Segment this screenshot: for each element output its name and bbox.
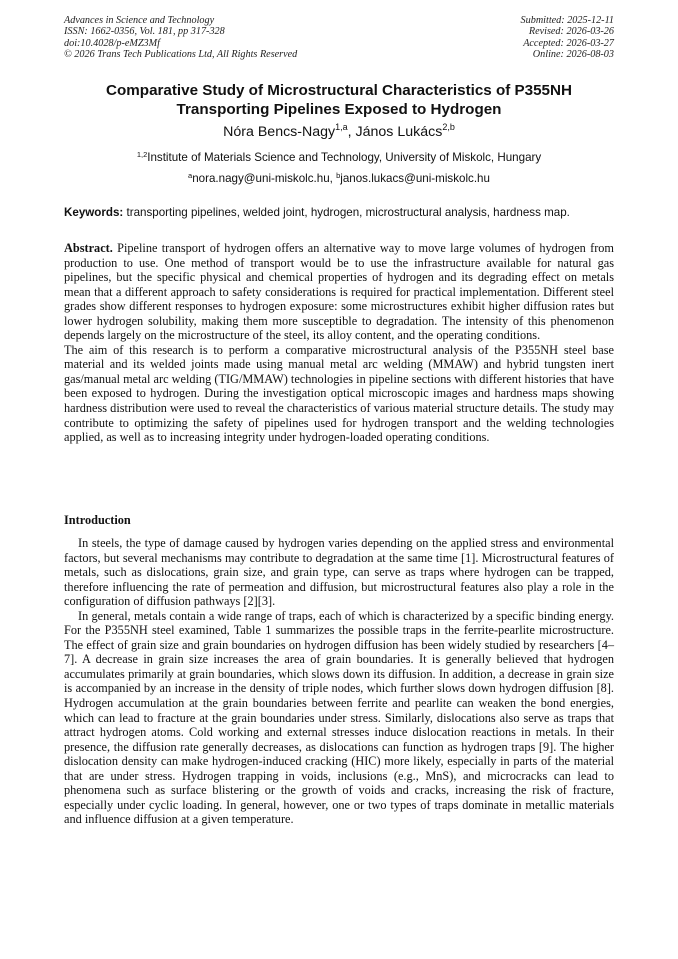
title-line-1: Comparative Study of Microstructural Characteristics of P355NH	[106, 82, 572, 99]
abstract-section	[64, 241, 614, 445]
abstract-text-1: Pipeline transport of hydrogen offers an alternative way to move large volumes of hydrogen from production to use. One method of transport would be to use the infrastructure available for natural gas pipelines, but the specific physical and chemical properties of hydrogen and its degrading effect on metals mean that a different approach to safety considerations is required for practical implementation. Different steel grades show different responses to hydrogen exposure: some microstructures exhibit higher diffusion rates but lower hydrogen solubility, making them more susceptible to degradation. The intensity of this phenomenon depends largely on the microstructure of the steel, its alloy content, and the operating conditions.	[64, 241, 614, 343]
issn-line: ISSN: 1662-0356, Vol. 181, pp 317-328	[64, 26, 225, 38]
abstract-label: Abstract.	[64, 241, 113, 255]
affiliation-mark: 1,2	[136, 150, 148, 159]
abstract-paragraph-1	[64, 241, 614, 343]
title-line-2: Transporting Pipelines Exposed to Hydrogen	[176, 100, 502, 118]
journal-name: Advances in Science and Technology	[64, 15, 215, 26]
accepted-date: Accepted: 2026-03-27	[523, 37, 614, 49]
copyright-line: © 2026 Trans Tech Publications Ltd, All Rights Reserved	[64, 49, 298, 61]
email-a-mark: a	[188, 171, 193, 180]
author-separator: ,	[347, 124, 356, 140]
email-b-mark: b	[336, 171, 341, 180]
introduction-paragraph-1: In steels, the type of damage caused by hydrogen varies depending on the applied stress and environmental factors, but several mechanisms may contribute to degradation at the same time [1]. Microstructural features of metals, such as dislocations, grain size, and grain type, can serve as traps where hydrogen can be trapped, therefore influencing the rate of permeation and diffusion, but microstructural features also play a role in the configuration of diffusion pathways [2][3].	[64, 536, 614, 609]
affiliation	[0, 151, 678, 164]
introduction-paragraph-2: In general, metals contain a wide range of traps, each of which is characterized by a specific binding energy. For the P355NH steel examined, Table 1 summarizes the possible traps in the ferrite-pearlite microstructure. The effect of grain size and grain boundaries on hydrogen diffusion has been widely studied by researchers [4–7]. A decrease in grain size increases the area of grain boundaries. It is generally believed that hydrogen accumulates primarily at grain boundaries, which slows down its diffusion. In addition, a decrease in grain size is accompanied by an increase in the density of triple nodes, which further slows down hydrogen diffusion [8]. Hydrogen accumulation at the grain boundaries between ferrite and pearlite can weaken the bond energies, which can lead to fracture at the grain boundaries under stress. Similarly, dislocations also serve as traps that attract hydrogen atoms. Cold working and external stresses induce dislocation reactions in metals. In their presence, the diffusion rate generally decreases, as dislocations can function as hydrogen traps [9]. The higher dislocation density can make hydrogen-induced cracking (HIC) more likely, especially in parts of the material that are under stress. Hydrogen trapping in voids, inclusions (e.g., MnS), and microcracks can lead to phenomena such as surface blistering or the growth of voids and cracks, increasing the risk of fracture, especially under cyclic loading. In general, however, one or two types of traps dominate in metallic materials and influence diffusion at a given temperature.	[64, 608, 614, 827]
introduction-heading: Introduction	[64, 513, 131, 527]
author-2-affil-mark: 2,b	[442, 122, 455, 132]
author-list	[0, 124, 678, 140]
online-date: Online: 2026-08-03	[532, 49, 614, 61]
keywords-label: Keywords:	[64, 206, 124, 219]
author-1-name: Nóra Bencs-Nagy	[223, 124, 336, 140]
abstract-paragraph-2: The aim of this research is to perform a comparative microstructural analysis of the P355NH steel base material and its welded joints made using manual metal arc welding (MMAW) and hybrid tungsten inert gas/manual metal arc welding (TIG/MMAW) technologies in pipeline sections with different histories that have been exposed to hydrogen. During the investigation optical microscopic images and hardness maps showing hardness distribution were used to reveal the characteristics of various material structure details. The study may contribute to optimizing the safety of pipelines used for hydrogen transport and the welding technologies applied, as well as to increasing integrity under hydrogen-loaded operating conditions.	[64, 342, 614, 445]
submission-dates	[521, 15, 614, 61]
author-2-name: János Lukács	[355, 124, 443, 140]
doi-line[interactable]: doi:10.4028/p-eMZ3Mf	[64, 37, 160, 49]
submitted-date: Submitted: 2025-12-11	[520, 15, 614, 26]
paper-title	[40, 82, 638, 119]
introduction-section	[64, 536, 614, 827]
journal-info	[64, 15, 297, 61]
keywords-line	[64, 206, 614, 219]
affiliation-text: Institute of Materials Science and Technology, University of Miskolc, Hungary	[147, 151, 542, 164]
author-emails	[0, 172, 678, 185]
email-b-link[interactable]: janos.lukacs@uni-miskolc.hu	[340, 172, 490, 185]
author-1-affil-mark: 1,a	[335, 122, 348, 132]
email-a-link[interactable]: nora.nagy@uni-miskolc.hu,	[192, 172, 337, 185]
keywords-text: transporting pipelines, welded joint, hydrogen, microstructural analysis, hardness map.	[123, 206, 570, 219]
revised-date: Revised: 2026-03-26	[528, 26, 614, 38]
